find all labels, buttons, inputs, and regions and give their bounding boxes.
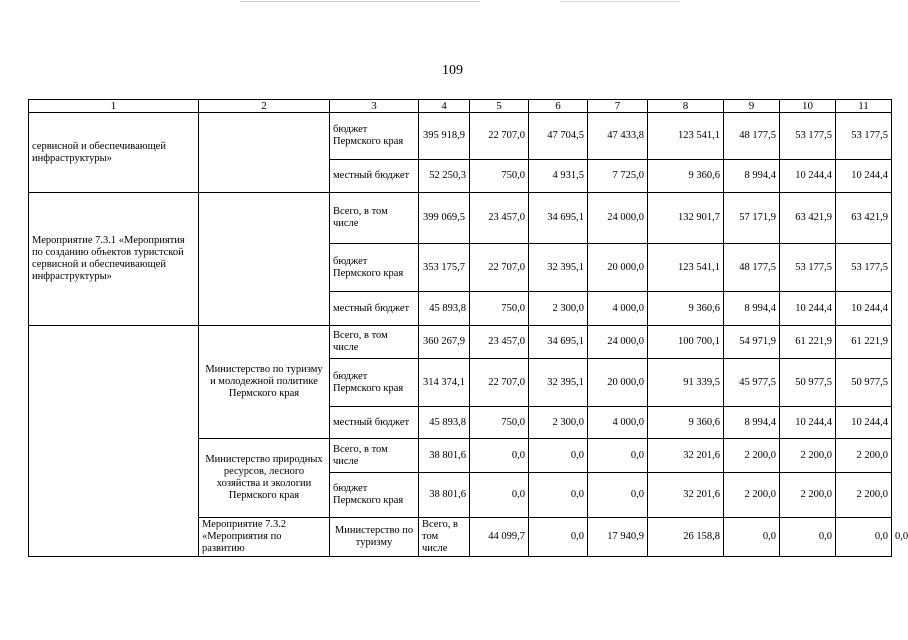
value-cell: 22 707,0 — [470, 244, 529, 292]
value-cell: 32 201,6 — [648, 439, 724, 473]
value-cell: 52 250,3 — [419, 160, 470, 193]
executor-cell: Министерство природных ресурсов, лесного хозяйства и экологии Пермского края — [199, 439, 330, 518]
activity-name-cell: сервисной и обеспечивающей инфраструктуры» — [29, 113, 199, 193]
value-cell: 23 457,0 — [470, 193, 529, 244]
executor-cell: Министерство по туризму и молодежной политике Пермского края — [199, 326, 330, 439]
value-cell: 0,0 — [529, 473, 588, 518]
value-cell: 44 099,7 — [470, 518, 529, 557]
value-cell: 9 360,6 — [648, 407, 724, 439]
column-header: 5 — [470, 100, 529, 113]
funding-source-cell: бюджет Пермского края — [330, 113, 419, 160]
value-cell: 54 971,9 — [724, 326, 780, 359]
table-row — [29, 326, 892, 359]
value-cell: 63 421,9 — [836, 193, 892, 244]
value-cell: 8 994,4 — [724, 407, 780, 439]
value-cell: 63 421,9 — [780, 193, 836, 244]
table-row — [29, 193, 892, 244]
top-edge-line — [560, 1, 680, 2]
funding-source-cell: бюджет Пермского края — [330, 473, 419, 518]
value-cell: 57 171,9 — [724, 193, 780, 244]
column-header: 10 — [780, 100, 836, 113]
value-cell: 2 300,0 — [529, 407, 588, 439]
value-cell: 10 244,4 — [836, 160, 892, 193]
value-cell: 750,0 — [470, 407, 529, 439]
value-cell: 24 000,0 — [588, 193, 648, 244]
value-cell: 47 433,8 — [588, 113, 648, 160]
table-row — [29, 113, 892, 160]
value-cell: 10 244,4 — [780, 292, 836, 326]
page-number: 109 — [442, 63, 463, 78]
value-cell: 0,0 — [529, 439, 588, 473]
value-cell: 2 200,0 — [836, 473, 892, 518]
value-cell: 0,0 — [470, 473, 529, 518]
value-cell: 20 000,0 — [588, 244, 648, 292]
value-cell: 2 200,0 — [724, 439, 780, 473]
value-cell: 38 801,6 — [419, 473, 470, 518]
value-cell: 2 200,0 — [780, 473, 836, 518]
value-cell: 34 695,1 — [529, 193, 588, 244]
value-cell: 10 244,4 — [780, 407, 836, 439]
value-cell: 24 000,0 — [588, 326, 648, 359]
value-cell: 10 244,4 — [780, 160, 836, 193]
executor-cell — [199, 193, 330, 326]
value-cell: 53 177,5 — [836, 244, 892, 292]
value-cell: 45 977,5 — [724, 359, 780, 407]
funding-source-cell: Всего, в том числе — [330, 326, 419, 359]
value-cell: 2 200,0 — [724, 473, 780, 518]
value-cell: 132 901,7 — [648, 193, 724, 244]
value-cell: 10 244,4 — [836, 407, 892, 439]
value-cell: 4 000,0 — [588, 407, 648, 439]
value-cell: 0,0 — [780, 518, 836, 557]
table-header-row — [29, 100, 892, 113]
value-cell: 53 177,5 — [836, 113, 892, 160]
value-cell: 395 918,9 — [419, 113, 470, 160]
funding-source-cell: Всего, в том числе — [330, 439, 419, 473]
column-header: 1 — [29, 100, 199, 113]
value-cell: 0,0 — [470, 439, 529, 473]
value-cell: 61 221,9 — [780, 326, 836, 359]
value-cell: 17 940,9 — [588, 518, 648, 557]
value-cell: 8 994,4 — [724, 292, 780, 326]
funding-source-cell: бюджет Пермского края — [330, 359, 419, 407]
value-cell: 61 221,9 — [836, 326, 892, 359]
funding-source-cell: местный бюджет — [330, 160, 419, 193]
funding-source-cell: местный бюджет — [330, 292, 419, 326]
value-cell: 50 977,5 — [836, 359, 892, 407]
value-cell: 353 175,7 — [419, 244, 470, 292]
value-cell: 2 300,0 — [529, 292, 588, 326]
executor-cell: Министерство по туризму — [330, 518, 419, 557]
column-header: 6 — [529, 100, 588, 113]
column-header: 4 — [419, 100, 470, 113]
executor-cell — [199, 113, 330, 193]
column-header: 3 — [330, 100, 419, 113]
value-cell: 23 457,0 — [470, 326, 529, 359]
activity-name-cell — [29, 326, 199, 557]
value-cell: 34 695,1 — [529, 326, 588, 359]
value-cell: 750,0 — [470, 160, 529, 193]
column-header: 9 — [724, 100, 780, 113]
funding-source-cell: местный бюджет — [330, 407, 419, 439]
value-cell: 8 994,4 — [724, 160, 780, 193]
column-header: 11 — [836, 100, 892, 113]
value-cell: 48 177,5 — [724, 244, 780, 292]
value-cell: 45 893,8 — [419, 407, 470, 439]
activity-name-cell: Мероприятие 7.3.1 «Мероприятия по созданию объектов туристской сервисной и обеспечивающей инфраструктуры» — [29, 193, 199, 326]
value-cell: 47 704,5 — [529, 113, 588, 160]
value-cell: 0,0 — [588, 439, 648, 473]
column-header: 7 — [588, 100, 648, 113]
value-cell: 53 177,5 — [780, 244, 836, 292]
value-cell: 32 201,6 — [648, 473, 724, 518]
funding-source-cell: Всего, в том числе — [419, 518, 470, 557]
funding-source-cell: Всего, в том числе — [330, 193, 419, 244]
column-header: 2 — [199, 100, 330, 113]
column-header: 8 — [648, 100, 724, 113]
activity-name-cell: Мероприятие 7.3.2 «Мероприятия по развитию — [199, 518, 330, 557]
value-cell: 360 267,9 — [419, 326, 470, 359]
value-cell: 314 374,1 — [419, 359, 470, 407]
value-cell: 750,0 — [470, 292, 529, 326]
value-cell: 2 200,0 — [780, 439, 836, 473]
value-cell: 9 360,6 — [648, 292, 724, 326]
value-cell: 22 707,0 — [470, 113, 529, 160]
value-cell: 0,0 — [836, 518, 892, 557]
value-cell: 10 244,4 — [836, 292, 892, 326]
value-cell: 0,0 — [724, 518, 780, 557]
value-cell: 123 541,1 — [648, 113, 724, 160]
value-cell: 4 000,0 — [588, 292, 648, 326]
value-cell: 123 541,1 — [648, 244, 724, 292]
value-cell: 0,0 — [529, 518, 588, 557]
top-edge-line — [240, 1, 480, 2]
value-cell: 20 000,0 — [588, 359, 648, 407]
value-cell: 4 931,5 — [529, 160, 588, 193]
funding-source-cell: бюджет Пермского края — [330, 244, 419, 292]
value-cell: 50 977,5 — [780, 359, 836, 407]
value-cell: 7 725,0 — [588, 160, 648, 193]
table-row: Мероприятие 7.3.2 «Мероприятия по развитию Министерство по туризму Всего, в том числе 44 099,7 0,0 17 940,9 26 158,8 0,0 0,0 0,0 0,0 — [29, 518, 892, 557]
value-cell: 32 395,1 — [529, 359, 588, 407]
value-cell: 0,0 — [588, 473, 648, 518]
budget-table — [28, 99, 908, 557]
value-cell: 32 395,1 — [529, 244, 588, 292]
value-cell: 48 177,5 — [724, 113, 780, 160]
value-cell: 399 069,5 — [419, 193, 470, 244]
value-cell: 45 893,8 — [419, 292, 470, 326]
value-cell: 38 801,6 — [419, 439, 470, 473]
value-cell: 9 360,6 — [648, 160, 724, 193]
value-cell: 26 158,8 — [648, 518, 724, 557]
value-cell: 2 200,0 — [836, 439, 892, 473]
value-cell: 53 177,5 — [780, 113, 836, 160]
value-cell: 22 707,0 — [470, 359, 529, 407]
value-cell: 100 700,1 — [648, 326, 724, 359]
value-cell: 91 339,5 — [648, 359, 724, 407]
